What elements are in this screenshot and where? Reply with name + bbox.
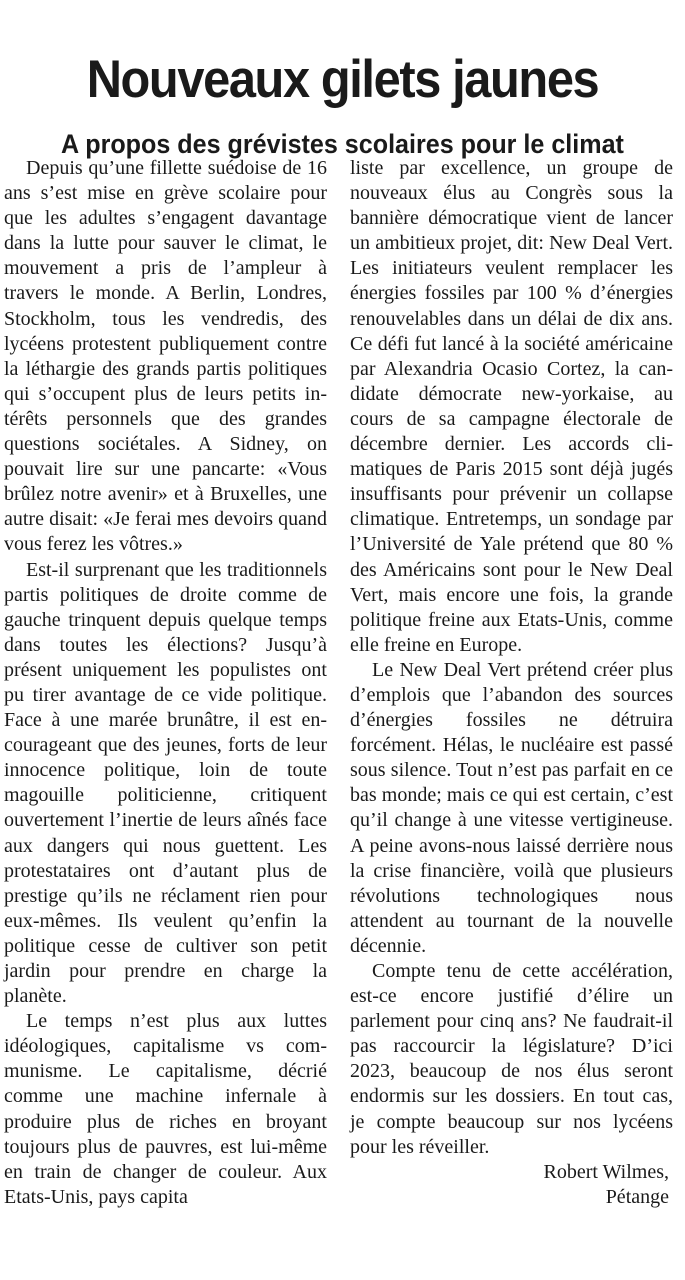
article-paragraph-2: Est-il surprenant que les traditionnels partis politiques de droite comme de gauche trinquent depuis quelque temps dans toutes les élections? Jusqu’à présent uniquement les populistes ont pu tirer avantage de ce vide politique. Face à une marée brunâtre, il est encourageant que des jeunes, forts de leur innocence politique, loin de toute magouille politicienne, critiquent ouvertement l’inertie de leurs aînés face aux dangers qui nous guettent. Les protestataires ont d’autant plus de prestige qu’ils ne réclament rien pour eux-mêmes. Ils veulent qu’enfin la politique cesse de cultiver son petit jardin pour prendre en charge la planète.: [4, 558, 327, 1008]
article-headline: Nouveaux gilets jaunes: [86, 49, 599, 109]
article-column-right: [350, 156, 673, 1210]
author-name: Robert Wilmes,: [543, 1160, 669, 1183]
author-signature: [350, 1160, 669, 1210]
article-paragraph-1: Depuis qu’une fillette suédoise de 16 ans s’est mise en grève scolaire pour que les adultes s’engagent davantage dans la lutte pour sauver le climat, le mouvement a pris de l’ampleur à travers le monde. A Berlin, Londres, Stockholm, tous les vendredis, des lycéens protestent publiquement contre la léthargie des grands partis politiques qui s’occupent plus de leurs petits intérêts personnels que des grandes questions sociétales. A Sidney, on pouvait lire sur une pancarte: «Vous brûlez notre avenir» et à Bruxelles, une autre disait: «Je ferai mes devoirs quand vous ferez les vôtres.»: [4, 157, 327, 556]
author-location: Pétange: [605, 1185, 669, 1208]
article-column-left: [4, 156, 327, 1210]
article-paragraph-3-start: Le temps n’est plus aux luttes idéologiques, capitalisme vs communisme. Le capitalisme, décrié comme une machine infernale à produire plus de riches en broyant toujours plus de pauvres, est lui-même en train de changer de couleur. Aux Etats-Unis, pays capita: [4, 1010, 327, 1208]
article-paragraph-5: Compte tenu de cette accélération, est-ce encore justifié d’élire un parlement pour cinq ans? Ne faudrait-il pas raccourcir la législature? D’ici 2023, beaucoup de nos élus seront endormis sur les dossiers. En tout cas, je compte beaucoup sur nos lycéens pour les réveiller.: [350, 960, 673, 1158]
article-paragraph-4: Le New Deal Vert prétend créer plus d’emplois que l’abandon des sources d’énergies fossiles ne détruira forcément. Hélas, le nucléaire est passé sous silence. Tout n’est pas parfait en ce bas monde; mais ce qui est certain, c’est qu’il change à une vitesse vertigineuse. A peine avons-nous laissé derrière nous la crise financière, voilà que plusieurs révolutions technologiques nous attendent au tournant de la nouvelle décennie.: [350, 658, 673, 957]
article-paragraph-3-continued: liste par excellence, un groupe de nouveaux élus au Congrès sous la bannière démocratique vient de lancer un ambitieux projet, dit: New Deal Vert. Les initiateurs veulent remplacer les énergies fossiles par 100 % d’énergies renouvelables dans un délai de dix ans. Ce défi fut lancé à la société américaine par Alexandria Ocasio Cortez, la candidate démocrate new-yorkaise, au cours de sa campagne électorale de décembre dernier. Les accords climatiques de Paris 2015 sont déjà jugés insuffisants pour prévenir un collapse climatique. Entretemps, un sondage par l’Université de Yale prétend que 80 % des Américains sont pour le New Deal Vert, mais encore une fois, la grande politique freine aux Etats-Unis, comme elle freine en Europe.: [350, 157, 673, 656]
article-subheadline: A propos des grévistes scolaires pour le climat: [61, 129, 624, 160]
